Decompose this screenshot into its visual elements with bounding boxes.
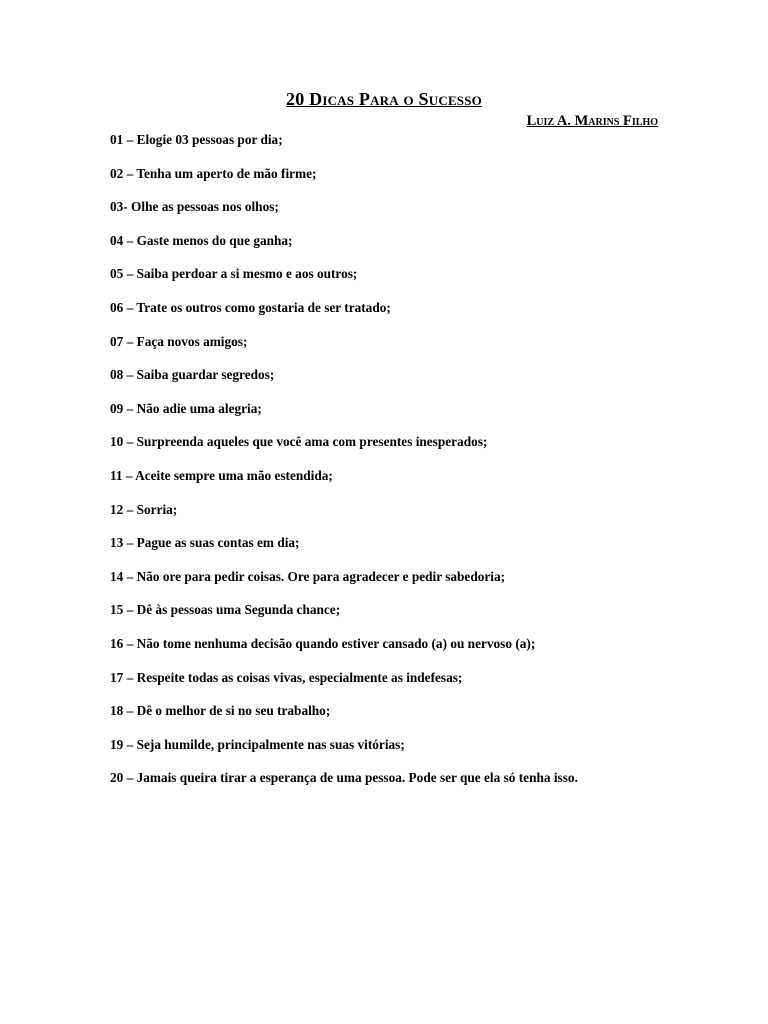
tip-item: 18 – Dê o melhor de si no seu trabalho;	[110, 703, 331, 719]
tip-item: 07 – Faça novos amigos;	[110, 333, 248, 349]
tip-item: 05 – Saiba perdoar a si mesmo e aos outros;	[110, 266, 358, 282]
tip-item: 01 – Elogie 03 pessoas por dia;	[110, 132, 283, 147]
tip-item: 09 – Não adie uma alegria;	[110, 400, 262, 416]
tip-item: 14 – Não ore para pedir coisas. Ore para agradecer e pedir sabedoria;	[110, 568, 506, 584]
tip-item: 16 – Não tome nenhuma decisão quando estiver cansado (a) ou nervoso (a);	[110, 635, 536, 651]
tip-item: 15 – Dê às pessoas uma Segunda chance;	[110, 602, 341, 618]
tip-item: 10 – Surpreenda aqueles que você ama com presentes inesperados;	[110, 434, 488, 450]
tips-list	[110, 131, 730, 803]
tip-item: 13 – Pague as suas contas em dia;	[110, 535, 300, 551]
tip-item: 03- Olhe as pessoas nos olhos;	[110, 199, 279, 215]
tip-item: 19 – Seja humilde, principalmente nas suas vitórias;	[110, 736, 405, 752]
tip-item: 17 – Respeite todas as coisas vivas, especialmente as indefesas;	[110, 669, 463, 685]
tip-item: 20 – Jamais queira tirar a esperança de uma pessoa. Pode ser que ela só tenha isso.	[110, 770, 578, 786]
tip-item: 04 – Gaste menos do que ganha;	[110, 232, 293, 248]
document-title: 20 Dicas Para o Sucesso	[286, 89, 482, 109]
tip-item: 11 – Aceite sempre uma mão estendida;	[110, 467, 333, 483]
tip-item: 06 – Trate os outros como gostaria de ser tratado;	[110, 299, 391, 315]
tip-item: 08 – Saiba guardar segredos;	[110, 367, 275, 383]
tip-item: 02 – Tenha um aperto de mão firme;	[110, 165, 317, 181]
tip-item: 12 – Sorria;	[110, 501, 178, 517]
document-author: Luiz A. Marins Filho	[526, 113, 658, 129]
